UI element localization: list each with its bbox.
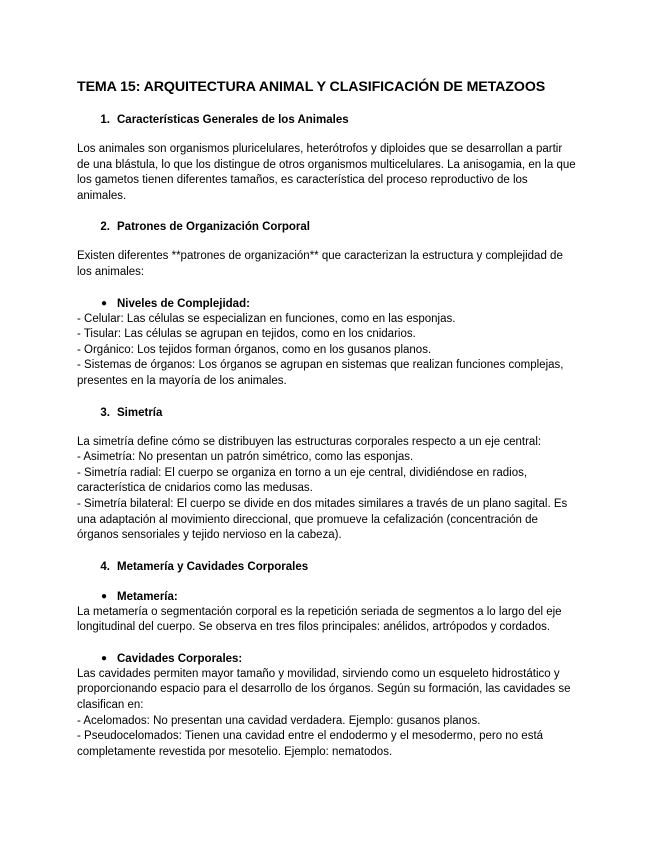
subheading-cavidades [77, 651, 577, 667]
list-item: - Celular: Las células se especializan en funciones, como en las esponjas. [77, 312, 456, 325]
list-item: - Simetría radial: El cuerpo se organiza en torno a un eje central, dividiéndose en radios, característica de cnidarios como las medusas. [77, 466, 528, 495]
section-title: Metamería y Cavidades Corporales [117, 560, 309, 573]
list-item: - Simetría bilateral: El cuerpo se divide en dos mitades similares a través de un plano sagital. Es una adaptación al movimiento direccional, que promueve la cefalización (concentración de órganos sensoriales y tejido nervioso en la cabeza). [77, 497, 568, 542]
section-title: Características Generales de los Animales [117, 114, 349, 126]
section-number: 2. [100, 221, 110, 234]
subheading-text: Metamería: [117, 590, 178, 603]
document-content [77, 78, 577, 760]
list-item: - Pseudocelomados: Tienen una cavidad entre el endodermo y el mesodermo, pero no está completamente revestida por mesotelio. Ejemplo: nematodos. [77, 730, 544, 758]
section-1-paragraph: Los animales son organismos pluricelulares, heterótrofos y diploides que se desarrollan a partir de una blástula, lo que los distingue de otros organismos multicelulares. La anisogamia, en la que los gametos tienen diferentes tamaños, es característica del proceso reproductivo de los animales. [77, 143, 576, 202]
section-4-heading [77, 559, 577, 575]
section-title: Patrones de Organización Corporal [117, 221, 310, 234]
section-2-heading [77, 219, 577, 235]
section-2-paragraph: Existen diferentes **patrones de organización** que caracterizan la estructura y complejidad de los animales: [77, 250, 563, 278]
section-3-heading [77, 405, 577, 421]
metameria-paragraph: La metamería o segmentación corporal es la repetición seriada de segmentos a lo largo del eje longitudinal del cuerpo. Se observa en tres filos principales: anélidos, artrópodos y cordados. [77, 605, 562, 634]
list-item: - Acelomados: No presentan una cavidad verdadera. Ejemplo: gusanos planos. [77, 714, 481, 727]
list-item: - Orgánico: Los tejidos forman órganos, como en los gusanos planos. [77, 343, 432, 356]
list-item: - Tisular: Las células se agrupan en tejidos, como en los cnidarios. [77, 328, 416, 341]
subheading-text: Niveles de Complejidad: [117, 297, 250, 310]
bullet-icon: ● [100, 590, 107, 602]
section-1-heading [77, 112, 577, 128]
list-item: - Asimetría: No presentan un patrón simétrico, como las esponjas. [77, 451, 414, 464]
subheading-niveles [77, 296, 577, 312]
section-title: Simetría [117, 406, 163, 419]
section-number: 1. [100, 114, 110, 126]
section-number: 3. [100, 406, 110, 419]
bullet-icon: ● [100, 652, 107, 664]
bullet-icon: ● [100, 297, 107, 309]
section-3-intro: La simetría define cómo se distribuyen las estructuras corporales respecto a un eje central: [77, 435, 542, 448]
subheading-metameria [77, 589, 577, 605]
document-title: TEMA 15: ARQUITECTURA ANIMAL Y CLASIFICACIÓN DE METAZOOS [77, 79, 546, 95]
cavidades-paragraph: Las cavidades permiten mayor tamaño y movilidad, sirviendo como un esqueleto hidrostático y proporcionando espacio para el desarrollo de los órganos. Según su formación, las cavidades se clasifican en: [77, 667, 571, 712]
list-item: - Sistemas de órganos: Los órganos se agrupan en sistemas que realizan funciones complejas, presentes en la mayoría de los animales. [77, 359, 564, 387]
subheading-text: Cavidades Corporales: [117, 652, 243, 665]
section-number: 4. [100, 560, 110, 573]
